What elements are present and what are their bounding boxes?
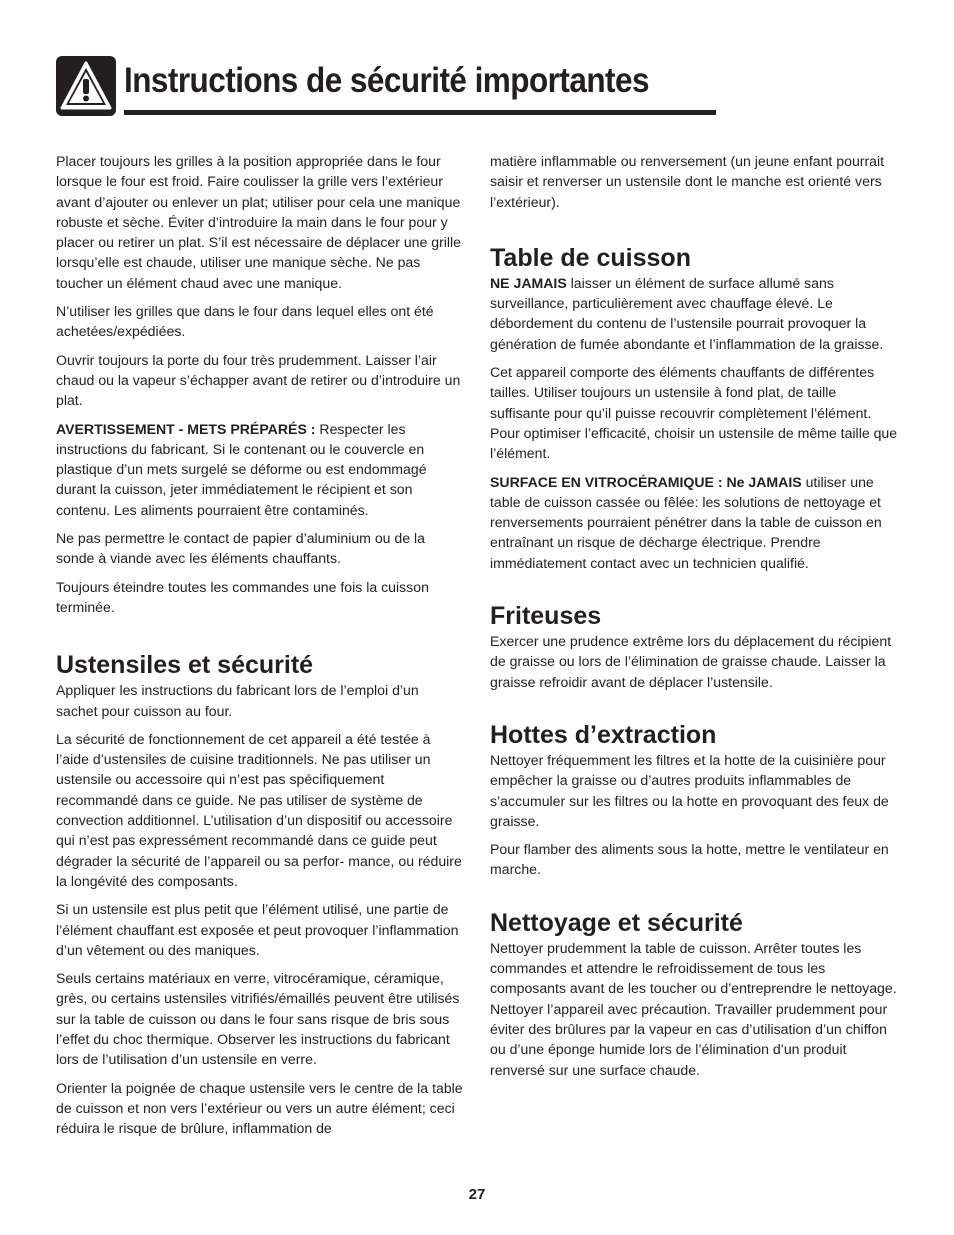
paragraph-porte-four: Ouvrir toujours la porte du four très prudemment. Laisser l’air chaud ou la vapeur s’échapper avant de retirer ou d’introduire un plat. [56, 351, 461, 409]
page-title: Instructions de sécurité importantes [124, 61, 649, 100]
paragraph-ustensile-petit: Si un ustensile est plus petit que l’élément utilisé, une partie de l’élément chauffant est exposée et peut provoquer l’inflammation d’un vêtement ou des maniques. [56, 901, 459, 958]
heading-ustensiles: Ustensiles et sécurité [56, 651, 314, 680]
paragraph-flamber: Pour flamber des aliments sous la hotte, mettre le ventilateur en marche. [490, 841, 889, 878]
heading-nettoyage: Nettoyage et sécurité [490, 908, 743, 937]
paragraph-grilles-position: Placer toujours les grilles à la position appropriée dans le four lorsque le four est froid. Faire coulisser la grille vers l’extérieur avant d’ajouter ou enlever un plat; utiliser pour cela une manique robuste et sèche. Éviter d’introduire la main dans le four pour y placer ou retirer un plat. S’il est nécessaire de déplacer une grille lorsqu’elle est chaude, utiliser une manique sèche. Ne pas toucher un élément chaud avec une manique. [56, 153, 462, 291]
paragraph-nettoyage: Nettoyer prudemment la table de cuisson. Arrêter toutes les commandes et attendre le refroidissement de tous les composants avant de les toucher ou d’entreprendre le nettoyage. Nettoyer l’appareil avec précaution. Travailler prudemment pour éviter des brûlures par la vapeur en cas d’utilisation d’un chiffon ou d’une éponge humide lors de l’élimination d’un produit renversé sur une surface chaude. [490, 939, 897, 1078]
warning-lead: SURFACE EN VITROCÉRAMIQUE : Ne JAMAIS [490, 473, 802, 490]
paragraph-papier-aluminium: Ne pas permettre le contact de papier d’aluminium ou de la sonde à viande avec les éléments chauffants. [56, 530, 425, 567]
paragraph-text: utiliser une table de cuisson cassée ou fêlée: les solutions de nettoyage et renversements pourraient pénétrer dans la table de cuisson en entraînant un risque de décharge électrique. Prendre immédiatement contact avec un technicien qualifié. [490, 473, 882, 571]
paragraph-sachet-cuisson: Appliquer les instructions du fabricant lors de l’emploi d’un sachet pour cuisson au four. [56, 682, 419, 719]
paragraph-filtres-hotte: Nettoyer fréquemment les filtres et la hotte de la cuisinière pour empêcher la graisse ou d’autres produits inflammables de s’accumuler sur les filtres ou la hotte en provoquant des feux de graisse. [490, 751, 889, 829]
paragraph-continuation: matière inflammable ou renversement (un jeune enfant pourrait saisir et renverser un ustensile dont le manche est orienté vers l’extérieur). [490, 153, 885, 210]
warning-triangle-icon [56, 56, 116, 116]
paragraph-grilles-usage: N’utiliser les grilles que dans le four dans lequel elles ont été achetées/expédiées. [56, 303, 434, 340]
left-column [56, 151, 464, 1146]
heading-table-cuisson: Table de cuisson [490, 243, 691, 272]
paragraph-materiaux-verre: Seuls certains matériaux en verre, vitrocéramique, céramique, grès, ou certains ustensiles vitrifiés/émaillés peuvent être utilisés sur la table de cuisson ou dans le four sans risque de bris sous l’effet du choc thermique. Observer les instructions du fabricant lors de l’utilisation d’un ustensile en verre. [56, 970, 460, 1068]
right-column [490, 151, 898, 1088]
heading-friteuses: Friteuses [490, 602, 602, 631]
paragraph-vitroceramique [490, 472, 898, 573]
paragraph-securite-fonctionnement: La sécurité de fonctionnement de cet appareil a été testée à l’aide d’ustensiles de cuisine traditionnels. Ne pas utiliser un ustensile ou accessoire qui n’est pas spécifiquement recommandé dans ce guide. Ne pas utiliser de système de convection additionnel. L’utilisation d’un dispositif ou accessoire qui n’est pas expressément recommandé dans ce guide peut dégrader la sécurité de l’appareil ou sa perfor- mance, ou réduire la longévité des composants. [56, 730, 462, 889]
paragraph-text: laisser un élément de surface allumé sans surveillance, particulièrement avec chauffage élevé. Le débordement du contenu de l’ustensile pourrait provoquer la génération de fumée abondante et l’inflammation de la graisse. [490, 274, 884, 352]
paragraph-text: Respecter les instructions du fabricant. Si le contenant ou le couvercle en plastique d’un mets surgelé se déforme ou est endommagé durant la cuisson, jeter immédiatement le récipient et son contenu. Les aliments pourraient être contaminés. [56, 420, 427, 518]
paragraph-eteindre-commandes: Toujours éteindre toutes les commandes une fois la cuisson terminée. [56, 578, 429, 615]
paragraph-friteuses: Exercer une prudence extrême lors du déplacement du récipient de graisse ou lors de l’élimination de graisse chaude. Laisser la graisse refroidir avant de déplacer l’ustensile. [490, 633, 892, 690]
heading-hottes: Hottes d’extraction [490, 720, 717, 749]
page-number: 27 [468, 1186, 486, 1203]
page-header [56, 56, 716, 118]
title-underline [124, 110, 716, 115]
paragraph-ne-jamais [490, 273, 898, 354]
paragraph-poignee-ustensile: Orienter la poignée de chaque ustensile vers le centre de la table de cuisson et non vers l’extérieur ou vers un autre élément; ceci réduira le risque de brûlure, inflammation de [56, 1079, 463, 1137]
paragraph-elements-chauffants: Cet appareil comporte des éléments chauffants de différentes tailles. Utiliser toujours un ustensile à fond plat, de taille suffisante pour qu’il puisse recouvrir complètement l’élément. Pour optimiser l’efficacité, choisir un ustensile de même taille que l’élément. [490, 364, 898, 462]
paragraph-mets-prepares [56, 419, 464, 520]
warning-lead: NE JAMAIS [490, 274, 567, 291]
warning-lead: AVERTISSEMENT - METS PRÉPARÉS : [56, 420, 316, 437]
